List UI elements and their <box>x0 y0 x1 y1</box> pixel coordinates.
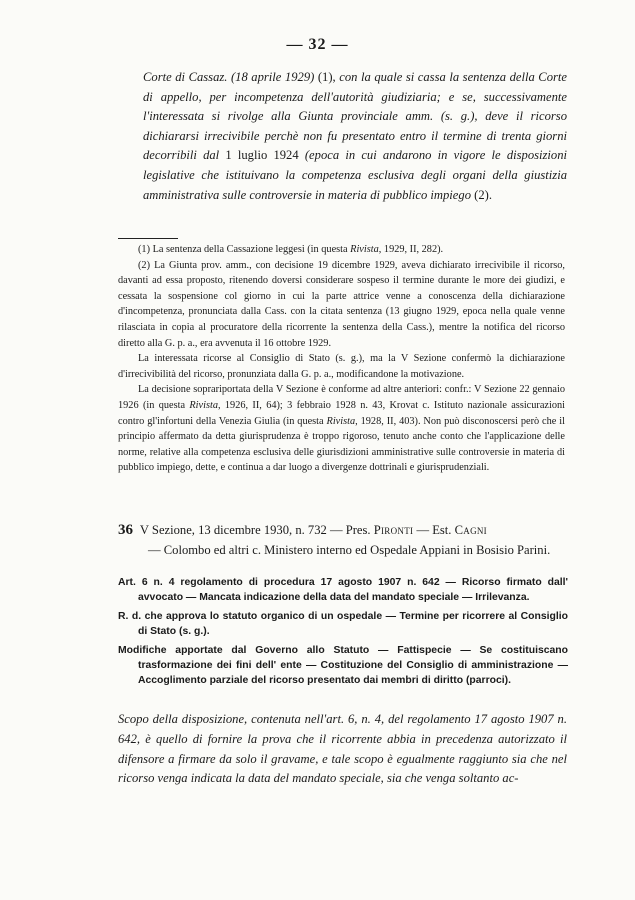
footnote-p3-journal-2: Rivista <box>326 415 356 427</box>
main-text-date: 1 luglio 1924 <box>219 148 305 163</box>
case-estensore: Cagni <box>454 523 487 537</box>
page-number: — 32 — <box>286 36 349 53</box>
case-heading <box>118 521 565 560</box>
case-separator: — Est. <box>413 523 455 537</box>
footnote-p3-text-a: La decisione soprariportata della V Sezione è conforme ad altre anteriori: confr.: V Sezione 22 gennaio 1926 (in questa <box>118 384 565 411</box>
footnote-1-citation: , 1929, II, 282). <box>378 244 444 255</box>
footnote-ref-1: (1), <box>314 70 340 84</box>
maxim-1: Art. 6 n. 4 regolamento di procedura 17 agosto 1907 n. 642 — Ricorso firmato dall' avvocato — Mancata indicazione della data del mandato speciale — Irrilevanza. <box>118 577 568 604</box>
decision-text: Scopo della disposizione, contenuta nell'art. 6, n. 4, del regolamento 17 agosto 1907 n. 642, è quello di fornire la prova che il ricorrente abbia in precedenza autorizzato il difensore a firmare da solo il gravame, e tale scopo è egualmente raggiunto sia che nel ricorso venga indicata la data del mandato speciale, sia che venga soltanto ac- <box>118 712 567 786</box>
footnote-divider <box>118 238 178 239</box>
case-parties: — Colombo ed altri c. Ministero interno ed Ospedale Appiani in Bosisio Parini. <box>148 542 551 557</box>
footnote-2-para-3 <box>118 382 565 476</box>
main-paragraph <box>143 68 567 205</box>
case-section-date: V Sezione, 13 dicembre 1930, n. 732 — Pres. <box>139 523 374 537</box>
case-heading-line <box>118 521 565 541</box>
footnote-2-para-2: La interessata ricorse al Consiglio di Stato (s. g.), ma la V Sezione confermò la dichiarazione d'irrecivibilità del ricorso, pronunziata dalla G. p. a., modificandone la motivazione. <box>118 353 565 380</box>
footnote-1-journal: Rivista <box>350 244 379 255</box>
maxim-2: R. d. che approva lo statuto organico di un ospedale — Termine per ricorrere al Consiglio di Stato (s. g.). <box>118 610 568 638</box>
main-text-part3: (epoca in cui andarono in vigore le disposizioni legislative che istituivano la competenza esclusiva degli organi della giustizia amministrativa sulle controversie in materia di pubblico impiego <box>143 148 568 202</box>
footnote-p3-journal-1: Rivista <box>189 399 218 411</box>
case-maxims <box>118 575 568 692</box>
footnotes <box>118 242 565 476</box>
case-number: 36 <box>118 522 133 538</box>
case-president: Pironti <box>373 523 414 537</box>
footnote-2: (2) La Giunta prov. amm., con decisione 19 dicembre 1929, aveva dichiarato irrecivibile il ricorso, davanti ad essa proposto, ritenendo doversi considerare sospeso il termine durante le more dei giudizi, e cessata la sospensione col giorno in cui la parte attrice venne a conoscenza della dichiarazione d'incompetenza, pronunciata dalla Cass. con la citata sentenza (13 giugno 1929, epoca nella quale venne rilasciata in copia al procuratore della ricorrente la sentenza della Cass.), mentre la notifica del ricorso diretto alla G. p. a., era avvenuta il 16 ottobre 1929. <box>118 259 565 349</box>
footnote-1 <box>118 242 565 258</box>
main-text-part2: con la quale si cassa la sentenza della Corte di appello, per incompetenza dell'autorità giudiziaria; e se, successivamente l'interessata si rivolge alla Giunta provinciale amm. (s. g.), deve il ricorso dichiararsi irrecivibile perchè non fu presentato entro il termine di trenta giorni decorribili dal <box>143 70 567 163</box>
footnote-ref-2: (2). <box>471 187 492 202</box>
main-text-part1: Corte di Cassaz. (18 aprile 1929) <box>143 70 315 84</box>
maxim-3: Modifiche apportate dal Governo allo Statuto — Fattispecie — Se costituiscano trasformazione dei fini dell' ente — Costituzione del Consiglio di amministrazione — Accoglimento parziale del ricorso presentato dai membri di diritto (parroci). <box>118 644 568 687</box>
footnote-p3-text-c: , 1928, II, 403). Non può disconoscersi però che il principio affermato da detta giurisprudenza è troppo rigoroso, tenuto anche conto che l'applicazione delle norme, relative alla competenza esclusiva delle giurisdizioni amministrative sulle controversie in materia di pubblico impiego, dette, e continua a dar luogo a divergenze dottrinali e giurisprudenziali. <box>118 415 565 474</box>
footnote-p3-text-b: , 1926, II, 64); 3 febbraio 1928 n. 43, Krovat c. Istituto nazionale assicurazioni contro gl'infortuni della Venezia Giulia (in questa <box>118 399 565 427</box>
footnote-1-text: (1) La sentenza della Cassazione leggesi (in questa <box>138 244 351 255</box>
